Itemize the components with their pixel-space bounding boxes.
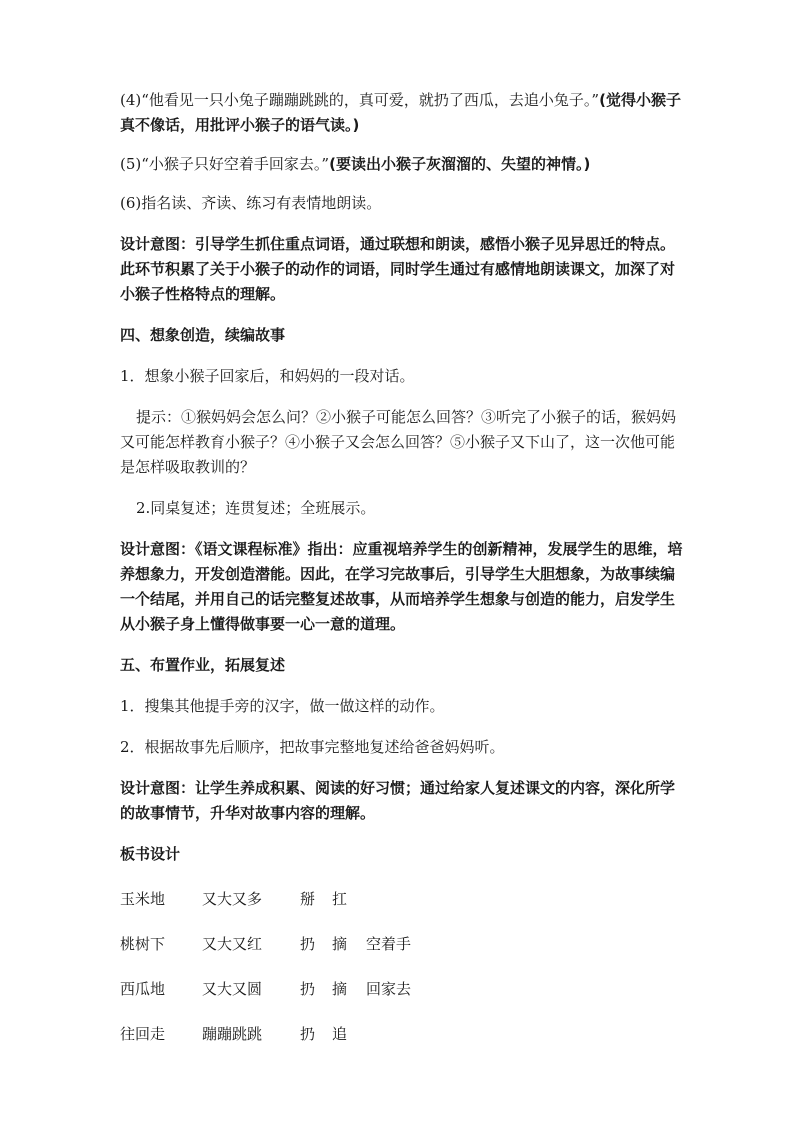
paragraph-step-4 [120,88,688,138]
board-cell-description: 又大又圆 [202,980,263,998]
board-cell-action-2: 摘 [332,935,348,953]
design-intent-3: 设计意图：让学生养成积累、阅读的好习惯；通过给家人复述课文的内容，深化所学的故事情节，升华对故事内容的理解。 [120,779,676,822]
board-cell-result: 回家去 [366,980,412,998]
board-cell-description: 蹦蹦跳跳 [202,1025,263,1043]
board-design-table [120,887,688,1047]
board-cell-place: 玉米地 [120,890,166,908]
board-cell-action-1: 扔 [300,1025,316,1043]
section-heading-5: 五、布置作业，拓展复述 [120,656,286,674]
section-4-item-2: 2.同桌复述；连贯复述；全班展示。 [136,499,376,517]
board-cell-action-2: 扛 [332,890,348,908]
board-row [120,1022,688,1047]
step-4-reading-note: (觉得小猴子真不像话，用批评小猴子的语气读。) [120,91,681,134]
design-intent-1: 设计意图：引导学生抓住重点词语，通过联想和朗读，感悟小猴子见异思迁的特点。此环节积累了关于小猴子的动作的词语，同时学生通过有感情地朗读课文，加深了对小猴子性格特点的理解。 [120,235,676,303]
board-row [120,887,688,912]
section-4-hint: 提示：①猴妈妈会怎么问？②小猴子可能怎么回答？③听完了小猴子的话，猴妈妈又可能怎样教育小猴子？④小猴子又会怎么回答？⑤小猴子又下山了，这一次他可能是怎样吸取教训的？ [120,408,677,476]
design-intent-2: 设计意图：《语文课程标准》指出：应重视培养学生的创新精神，发展学生的思维，培养想象力，开发创造潜能。因此，在学习完故事后，引导学生大胆想象，为故事续编一个结尾，并用自己的话完整复述故事，从而培养学生想象与创造的能力，启发学生从小猴子身上懂得做事要一心一意的道理。 [120,540,683,633]
board-cell-action-2: 追 [332,1025,348,1043]
board-cell-action-1: 掰 [300,890,316,908]
board-cell-action-2: 摘 [332,980,348,998]
paragraph-step-6: (6)指名读、齐读、练习有表情地朗读。 [120,194,382,212]
paragraph-step-5 [120,152,688,177]
step-5-reading-note: (要读出小猴子灰溜溜的、失望的神情。) [329,155,591,173]
board-row [120,977,688,1002]
section-heading-4: 四、想象创造，续编故事 [120,326,286,344]
board-cell-place: 桃树下 [120,935,166,953]
step-4-quote: (4)“他看见一只小兔子蹦蹦跳跳的，真可爱，就扔了西瓜，去追小兔子。” [120,91,600,109]
board-cell-result [366,887,446,912]
board-cell-action-1: 扔 [300,935,316,953]
board-cell-result [366,1022,446,1047]
board-cell-description: 又大又红 [202,935,263,953]
step-5-quote: (5)“小猴子只好空着手回家去。” [120,155,330,173]
board-cell-place: 西瓜地 [120,980,166,998]
section-5-item-1: 1．搜集其他提手旁的汉字，做一做这样的动作。 [120,697,445,715]
board-cell-action-1: 扔 [300,980,316,998]
board-cell-place: 往回走 [120,1025,166,1043]
board-row [120,932,688,957]
board-cell-description: 又大又多 [202,890,263,908]
section-4-item-1: 1．想象小猴子回家后，和妈妈的一段对话。 [120,367,415,385]
section-5-item-2: 2．根据故事先后顺序，把故事完整地复述给爸爸妈妈听。 [120,738,505,756]
document-page [120,88,688,1047]
board-design-title: 板书设计 [120,845,181,863]
board-cell-result: 空着手 [366,935,412,953]
